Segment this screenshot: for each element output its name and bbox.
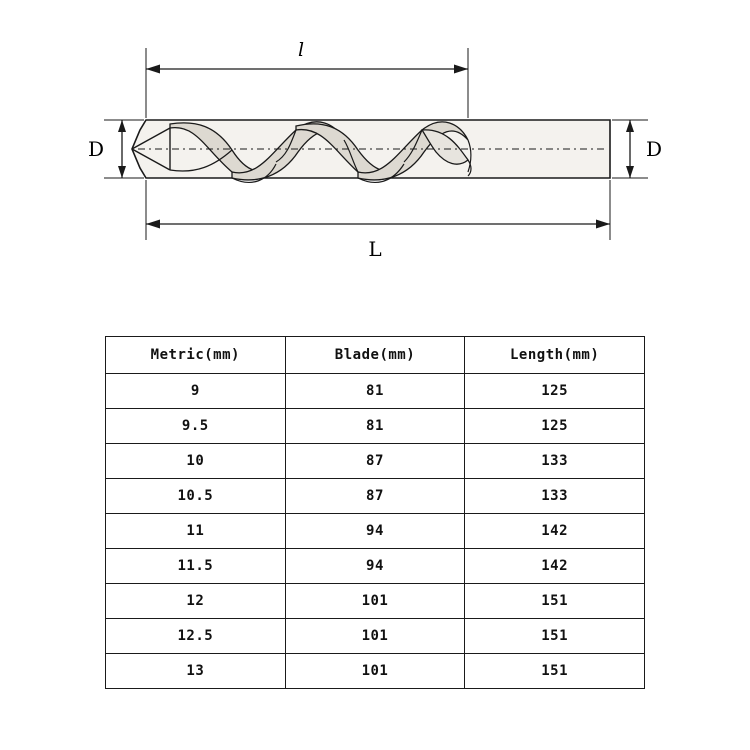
table-row xyxy=(106,444,645,479)
cell-metric: 9 xyxy=(106,374,286,409)
arrow-l-left xyxy=(146,65,160,74)
cell-blade: 101 xyxy=(285,584,465,619)
drill-bit-body xyxy=(132,120,610,182)
table-header xyxy=(106,337,645,374)
label-diameter-right: D xyxy=(645,137,663,161)
cell-blade: 87 xyxy=(285,444,465,479)
cell-length: 142 xyxy=(465,549,645,584)
label-overall-length: L xyxy=(368,237,382,261)
cell-metric: 12.5 xyxy=(106,619,286,654)
cell-blade: 81 xyxy=(285,374,465,409)
table-header-row xyxy=(106,337,645,374)
cell-blade: 94 xyxy=(285,549,465,584)
drill-bit-svg xyxy=(0,0,750,300)
table-row xyxy=(106,654,645,689)
cell-metric: 9.5 xyxy=(106,409,286,444)
arrow-d-left-top xyxy=(118,120,126,132)
arrow-L-right xyxy=(596,220,610,229)
cell-metric: 10 xyxy=(106,444,286,479)
table-row xyxy=(106,409,645,444)
table-row xyxy=(106,584,645,619)
specification-table xyxy=(105,336,645,689)
cell-length: 151 xyxy=(465,654,645,689)
label-flute-length: l xyxy=(297,39,305,61)
column-header-blade: Blade(mm) xyxy=(285,337,465,374)
cell-blade: 94 xyxy=(285,514,465,549)
cell-blade: 81 xyxy=(285,409,465,444)
drill-bit-diagram xyxy=(0,0,750,300)
cell-metric: 10.5 xyxy=(106,479,286,514)
cell-length: 142 xyxy=(465,514,645,549)
arrow-d-left-bottom xyxy=(118,166,126,178)
dimension-flute-length xyxy=(146,39,468,118)
arrow-d-right-bottom xyxy=(626,166,634,178)
table-body xyxy=(106,374,645,689)
table-row xyxy=(106,619,645,654)
cell-blade: 87 xyxy=(285,479,465,514)
cell-blade: 101 xyxy=(285,654,465,689)
cell-length: 151 xyxy=(465,584,645,619)
cell-metric: 12 xyxy=(106,584,286,619)
table-row xyxy=(106,374,645,409)
dimension-overall-length xyxy=(146,180,610,261)
cell-length: 133 xyxy=(465,479,645,514)
column-header-metric: Metric(mm) xyxy=(106,337,286,374)
cell-metric: 11.5 xyxy=(106,549,286,584)
label-diameter-left: D xyxy=(87,137,105,161)
table-row xyxy=(106,549,645,584)
arrow-L-left xyxy=(146,220,160,229)
cell-blade: 101 xyxy=(285,619,465,654)
arrow-d-right-top xyxy=(626,120,634,132)
table-row xyxy=(106,514,645,549)
dimension-diameter-right xyxy=(612,120,662,178)
arrow-l-right xyxy=(454,65,468,74)
cell-length: 151 xyxy=(465,619,645,654)
table-row xyxy=(106,479,645,514)
cell-length: 125 xyxy=(465,409,645,444)
cell-length: 133 xyxy=(465,444,645,479)
cell-length: 125 xyxy=(465,374,645,409)
cell-metric: 13 xyxy=(106,654,286,689)
column-header-length: Length(mm) xyxy=(465,337,645,374)
cell-metric: 11 xyxy=(106,514,286,549)
specification-table-container xyxy=(105,336,645,689)
